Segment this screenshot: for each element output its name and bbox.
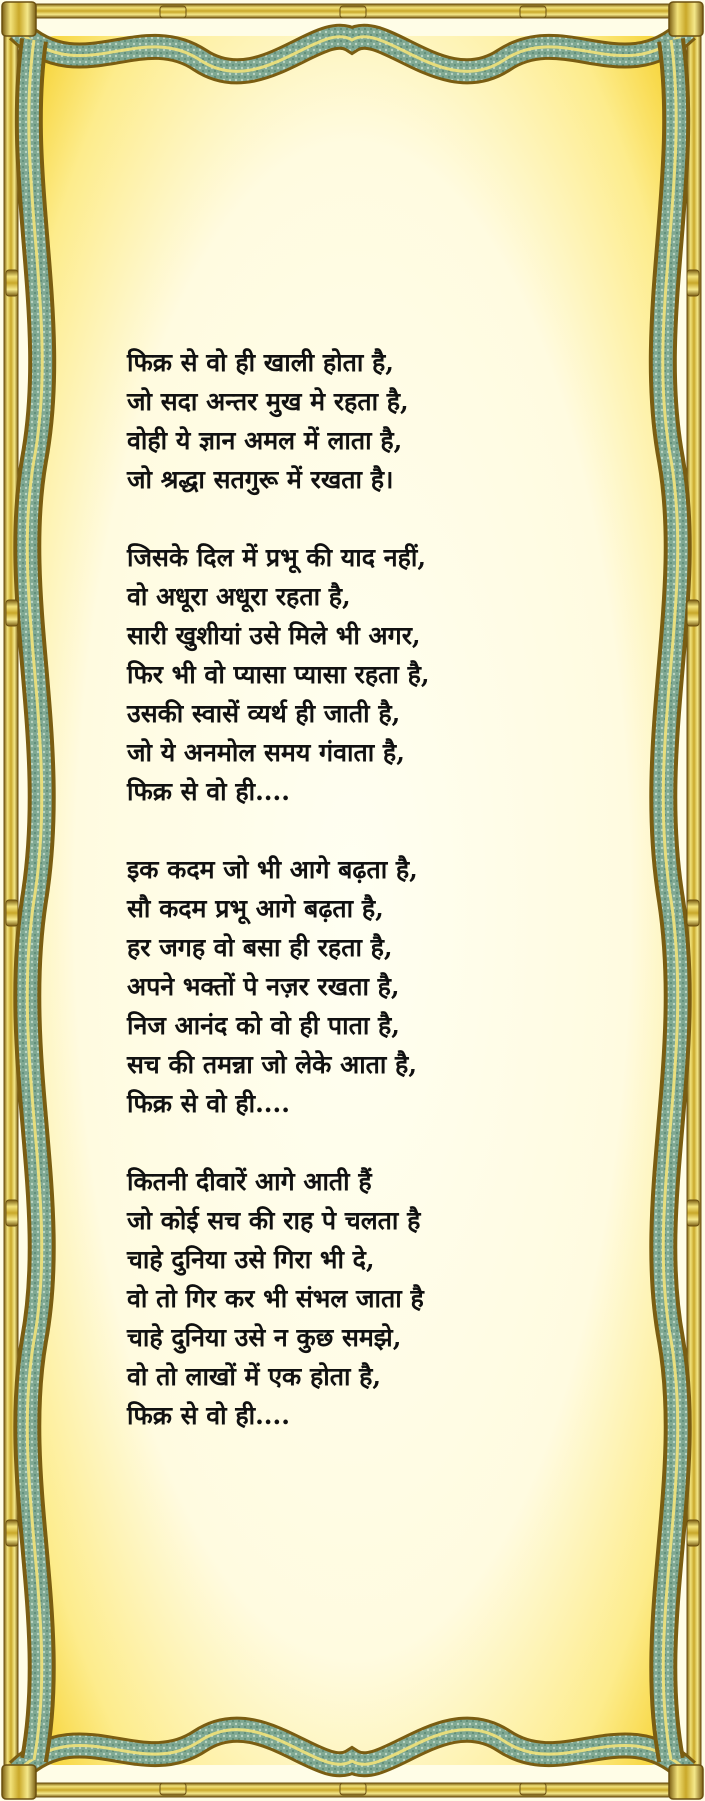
poem-line: फिक्र से वो ही....: [127, 777, 290, 806]
poem-line: वोही ये ज्ञान अमल में लाता है,: [127, 426, 403, 455]
poem-line: फिर भी वो प्यासा प्यासा रहता है,: [127, 660, 430, 689]
poem-line: कितनी दीवारें आगे आती हैं: [127, 1167, 372, 1196]
poem-line: फिक्र से वो ही....: [127, 1401, 290, 1430]
poem-line: जो ये अनमोल समय गंवाता है,: [127, 738, 405, 767]
poem-line: सारी खुशीयां उसे मिले भी अगर,: [127, 621, 421, 650]
poem-line: सौ कदम प्रभू आगे बढ़ता है,: [127, 894, 384, 923]
poem-line: हर जगह वो बसा ही रहता है,: [127, 933, 393, 962]
poem-stanza: [127, 1162, 607, 1435]
poem-line: सच की तमन्ना जो लेके आता है,: [127, 1050, 418, 1079]
poem-line: जो कोई सच की राह पे चलता है: [127, 1206, 421, 1235]
poem-line: चाहे दुनिया उसे गिरा भी दे,: [127, 1245, 375, 1274]
poem-line: वो तो लाखों में एक होता है,: [127, 1362, 382, 1391]
poem-line: इक कदम जो भी आगे बढ़ता है,: [127, 855, 418, 884]
poem-line: फिक्र से वो ही खाली होता है,: [127, 348, 395, 377]
poem-line: फिक्र से वो ही....: [127, 1089, 290, 1118]
poem-line: अपने भक्तों पे नज़र रखता है,: [127, 972, 400, 1001]
poem-line: जिसके दिल में प्रभू की याद नहीं,: [127, 543, 427, 572]
poem-line: चाहे दुनिया उसे न कुछ समझे,: [127, 1323, 402, 1352]
poem-stanza: [127, 850, 607, 1123]
poem-line: जो सदा अन्तर मुख मे रहता है,: [127, 387, 409, 416]
poem-text: [127, 343, 607, 1474]
poem-stanza: [127, 538, 607, 811]
poem-line: जो श्रद्धा सतगुरू में रखता है।: [127, 465, 394, 494]
poem-line: निज आनंद को वो ही पाता है,: [127, 1011, 401, 1040]
poem-line: वो अधूरा अधूरा रहता है,: [127, 582, 351, 611]
poem-line: वो तो गिर कर भी संभल जाता है: [127, 1284, 424, 1313]
poem-stanza: [127, 343, 607, 499]
poem-line: उसकी स्वासें व्यर्थ ही जाती है,: [127, 699, 401, 728]
